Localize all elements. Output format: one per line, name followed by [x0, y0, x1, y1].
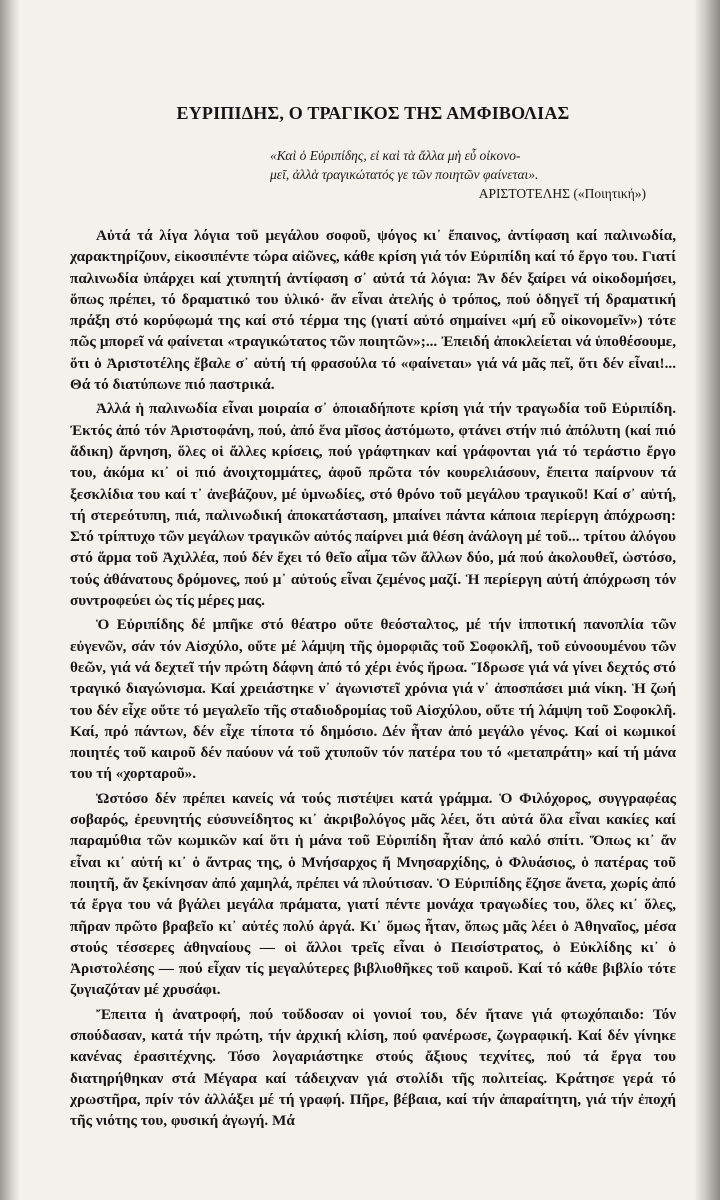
epigraph	[270, 146, 664, 203]
paragraph-1: Αὐτά τά λίγα λόγια τοῦ μεγάλου σοφοῦ, ψόγος κι᾿ ἔπαινος, ἀντίφαση καί παλινωδία, χαρακτηρίζουν, εἰκοσιπέντε τώρα αἰῶνες, κάθε κρίση γιά τόν Εὐριπίδη καί τό ἔργο του. Γιατί παλινωδία ὑπάρχει καί χτυπητή ἀντίφαση σ᾿ αὐτά τά λόγια: Ἄν δέν ξαίρει νά οἰκοδομήσει, ὅπως πρέπει, τό δραματικό του ὑλικό· ἄν εἶναι ἀτελής ὁ τρόπος, πού ὁδηγεῖ τή δραματική πράξη στό κορύφωμά της καί στό τέρμα της (γιατί αὐτό σημαίνει «μή εὖ οἰκονομεῖν») τότε πῶς μπορεῖ νά φαίνεται «τραγικώτατος τῶν ποιητῶν»;... Ἐπειδή ἀποκλείεται νά ὑποθέσουμε, ὅτι ὁ Ἀριστοτέλης ἔβαλε σ᾿ αὐτή τή φρασούλα τό «φαίνεται» γιά νά μᾶς πεῖ, ὅτι δέν εἶναι!... Θά τό διατύπωνε πιό παστρικά.	[70, 227, 676, 394]
paragraph-2: Ἀλλά ἡ παλινωδία εἶναι μοιραία σ᾿ ὁποιαδήποτε κρίση γιά τήν τραγωδία τοῦ Εὐριπίδη. Ἐκτός ἀπό τόν Ἀριστοφάνη, πού, ἀπό ἕνα μῖσος ἀστόμωτο, φτάνει στήν πιό ἀπόλυτη (καί πιό ἄδικη) ἄρνηση, ὅλες οἱ ἄλλες κρίσεις, πού γράφτηκαν καί γράφονται γιά τό τεράστιο ἔργο του, ἀκόμα κι᾿ οἱ πιό ἀνοιχτομμάτες, ἀφοῦ πρῶτα τόν κουρελιάσουν, ἔπειτα παίρνουν τά ξεσκλίδια του καί τ᾿ ἀνεβάζουν, μέ ὑμνωδίες, στό θρόνο τοῦ μεγάλου τραγικοῦ! Καί σ᾿ αὐτή, τή στερεότυπη, πιά, παλινωδική ἀποκατάσταση, μπαίνει πάντα κάποια περίεργη ἀπόχρωση: Στό τρίπτυχο τῶν μεγάλων τραγικῶν αὐτός παίρνει μιά θέση ἀνάλογη μέ τοῦ... τρίτου ἀλόγου στό ἅρμα τοῦ Ἀχιλλέα, πού δέν ἔχει τό θεῖο αἷμα τῶν ἄλλων δύο, μά πού ἀκολουθεῖ, ὡστόσο, τούς ἀθάνατους δρόμονες, πού μ᾿ αὐτούς εἶναι ζεμένος μαζί. Ἡ περίεργη αὐτή ἀπόχρωση τόν συντροφεύει ὡς τίς μέρες μας.	[70, 400, 676, 610]
document-page	[70, 100, 676, 1134]
paragraph-3: Ὁ Εὐριπίδης δέ μπῆκε στό θέατρο οὔτε θεόσταλτος, μέ τήν ἱπποτική πανοπλία τῶν εὐγενῶν, σάν τόν Αἰσχύλο, οὔτε μέ λάμψη τῆς ὁμορφιᾶς τοῦ Σοφοκλῆ, τοῦ εὐνοουμένου τῶν θεῶν, γιά νά δεχτεῖ τήν πρώτη δάφνη ἀπό τό χέρι ἑνός ἥρωα. Ἵδρωσε γιά νά γίνει δεχτός στό τραγικό διαγώνισμα. Καί χρειάστηκε ν᾿ ἀγωνιστεῖ χρόνια γιά ν᾿ ἀποσπάσει μιά νίκη. Ἡ ζωή του δέν εἶχε οὔτε τό μεγαλεῖο τῆς σταδιοδρομίας τοῦ Αἰσχύλου, οὔτε τή λάμψη τοῦ Σοφοκλῆ. Καί, πρό πάντων, δέν εἶχε τίποτα τό δημόσιο. Δέν ἦταν ἀπό μεγάλο γένος. Καί οἱ κωμικοί ποιητές τοῦ καιροῦ δέν παύουν νά τοῦ χτυποῦν τόν πατέρα του τό «μεταπράτη» καί τή μάνα του τή «χορταροῦ».	[70, 616, 676, 783]
epigraph-attribution: ΑΡΙΣΤΟΤΕΛΗΣ («Ποιητική»)	[478, 186, 646, 201]
paragraph-5: Ἔπειτα ἡ ἀνατροφή, πού τοὔδοσαν οἱ γονιοί του, δέν ἤτανε γιά φτωχόπαιδο: Τόν σπούδασαν, κατά τήν πρώτη, τήν ἀρχική κλίση, πού φανέρωσε, ζωγραφική. Καί δέν γίνηκε κανένας ἐρασιτέχνης. Τόσο λογαριάστηκε στούς ἄξιους τεχνίτες, πού τά ἔργα του διατηρήθηκαν στά Μέγαρα καί τάδειχναν γιά στολίδι τῆς πολιτείας. Κράτησε γερά τό χρωστῆρα, πρίν τόν ἀλλάξει μέ τή γραφή. Πῆρε, βέβαια, καί τήν ἀπαραίτητη, γιά τήν ἐποχή τῆς νιότης του, φυσική ἀγωγή. Μά	[70, 1005, 676, 1130]
document-title: ΕΥΡΙΠΙΔΗΣ, Ο ΤΡΑΓΙΚΟΣ ΤΗΣ ΑΜΦΙΒΟΛΙΑΣ	[176, 103, 570, 123]
body-text	[70, 225, 676, 1131]
paragraph-4: Ὡστόσο δέν πρέπει κανείς νά τούς πιστέψει κατά γράμμα. Ὁ Φιλόχορος, συγγραφέας σοβαρός, ἐρευνητής εὐσυνείδητος κι᾿ ἀκριβολόγος μᾶς λέει, ὅτι αὐτά ὅλα εἶναι κακίες καί παραμύθια τῶν κωμικῶν καί ὅτι ἡ μάνα τοῦ Εὐριπίδη ἦταν ἀπό καλό σπίτι. Ὅπως κι᾿ ἄν εἶναι κι᾿ αὐτή κι᾿ ὁ ἄντρας της, ὁ Μνήσαρχος ἤ Μνησαρχίδης, ὁ Φλυάσιος, ὁ πατέρας τοῦ ποιητῆ, ἄν ξεκίνησαν ἀπό χαμηλά, πρέπει νά πλούτισαν. Ὁ Εὐριπίδης ἔζησε ἄνετα, χωρίς ἀπό τά ἔργα του νά βγάλει μεγάλα πράματα, γιατί πέντε μονάχα τραγωδίες του, ὅλες κι᾿ ὅλες, πῆραν πρῶτο βραβεῖο κι᾿ αὐτές πολύ ἀργά. Κι᾿ ὅμως ἦταν, ὅπως μᾶς λέει ὁ Ἀθηναῖος, μέσα στούς τέσσερες ἀθηναίους — οἱ ἄλλοι τρεῖς εἶναι ὁ Πεισίστρατος, ὁ Εὐκλίδης κι᾿ ὁ Ἀριστολέσης — πού εἶχαν τίς μεγαλύτερες βιβλιοθῆκες τοῦ καιροῦ. Καί τό κάθε βιβλίο τότε ζυγιαζόταν μέ χρυσάφι.	[70, 789, 676, 999]
page-left-shadow	[0, 0, 20, 1200]
page-right-shadow	[694, 0, 720, 1200]
epigraph-line-1: «Καὶ ὁ Εὐριπίδης, εἰ καὶ τὰ ἄλλα μὴ εὖ οἰκονο-	[270, 148, 521, 163]
epigraph-line-2: μεῖ, ἀλλὰ τραγικώτατός γε τῶν ποιητῶν φαίνεται».	[270, 167, 539, 182]
